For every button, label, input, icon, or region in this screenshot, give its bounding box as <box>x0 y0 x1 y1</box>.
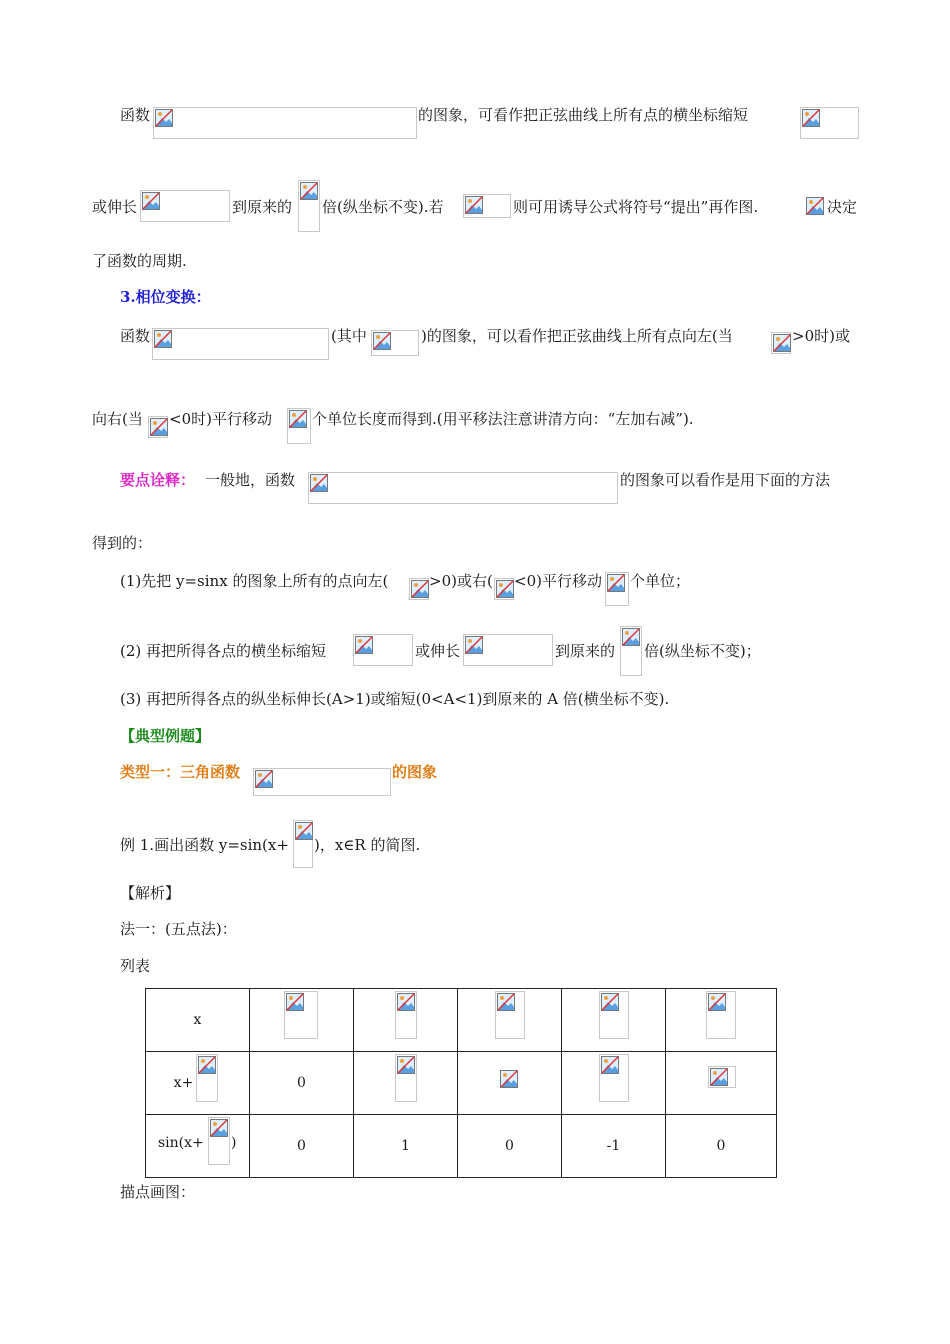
formula-image <box>353 634 413 666</box>
example-1-a: 例 1.画出函数 y=sin(x+ <box>120 836 289 854</box>
broken-image-icon <box>465 196 483 214</box>
para-3-text-c: )的图象，可以看作把正弦曲线上所有点向左(当 <box>421 327 733 345</box>
broken-image-icon <box>500 1070 518 1088</box>
five-point-table <box>145 988 777 1178</box>
formula-image <box>395 1054 417 1102</box>
para-1-line-1b <box>418 104 748 126</box>
formula-image <box>494 578 514 600</box>
broken-image-icon <box>710 1068 728 1086</box>
analysis-label: 【解析】 <box>120 884 181 902</box>
table-cell <box>666 1052 777 1115</box>
para-2-text-e: 决定 <box>827 198 858 216</box>
formula-image <box>599 991 629 1039</box>
step-1-b: >0)或右( <box>429 572 493 590</box>
formula-image <box>495 991 525 1039</box>
table-cell: -1 <box>562 1115 666 1178</box>
broken-image-icon <box>150 418 168 436</box>
para-2-text-f: 了函数的周期. <box>92 252 187 270</box>
formula-image <box>620 626 642 676</box>
step-3: (3) 再把所得各点的纵坐标伸长(A>1)或缩短(0<A<1)到原来的 A 倍(横坐标不变). <box>120 690 670 708</box>
formula-image <box>706 991 736 1039</box>
table-cell <box>250 989 354 1052</box>
formula-image <box>771 332 791 354</box>
table-cell <box>458 989 562 1052</box>
table-cell: 0 <box>666 1115 777 1178</box>
text: 函数 <box>120 106 151 124</box>
broken-image-icon <box>773 334 791 352</box>
examples-header: 【典型例题】 <box>120 727 211 745</box>
note-text-b: 的图象可以看作是用下面的方法 <box>620 471 831 489</box>
row-label-sin: sin(x+ ) <box>146 1115 250 1178</box>
broken-image-icon <box>397 1056 415 1074</box>
para-2-text-d: 则可用诱导公式将符号“提出”再作图. <box>513 198 759 216</box>
broken-image-icon <box>802 109 820 127</box>
formula-image <box>599 1054 629 1102</box>
step-2-a: (2) 再把所得各点的横坐标缩短 <box>120 642 327 660</box>
broken-image-icon <box>465 636 483 654</box>
formula-image <box>196 1054 218 1102</box>
broken-image-icon <box>255 770 273 788</box>
formula-image <box>605 572 629 606</box>
para-2-text-b: 到原来的 <box>232 198 293 216</box>
formula-image <box>409 578 429 600</box>
step-1-a: (1)先把 y=sinx 的图象上所有的点向左( <box>120 572 389 590</box>
broken-image-icon <box>300 182 318 200</box>
table-cell <box>354 989 458 1052</box>
note-text-a: 一般地，函数 <box>205 471 296 489</box>
formula-image <box>463 194 511 218</box>
broken-image-icon <box>806 197 824 215</box>
step-2-b: 或伸长 <box>415 642 461 660</box>
formula-image <box>287 408 311 444</box>
para-3-text-a: 函数 <box>120 327 151 345</box>
table-cell <box>666 989 777 1052</box>
formula-image <box>284 991 318 1039</box>
row-label-x: x <box>146 989 250 1052</box>
table-cell <box>562 1052 666 1115</box>
formula-image <box>800 107 859 139</box>
broken-image-icon <box>289 410 307 428</box>
formula-image <box>298 180 320 232</box>
formula-image <box>293 820 313 868</box>
table-row <box>146 989 777 1052</box>
formula-image <box>208 1117 230 1165</box>
broken-image-icon <box>295 822 313 840</box>
broken-image-icon <box>355 636 373 654</box>
table-row <box>146 1052 777 1115</box>
table-cell: 0 <box>250 1052 354 1115</box>
broken-image-icon <box>373 332 391 350</box>
formula-image <box>395 991 417 1039</box>
broken-image-icon <box>286 993 304 1011</box>
note-label: 要点诠释： <box>120 471 196 489</box>
text: 的图象，可看作把正弦曲线上所有点的横坐标缩短 <box>418 106 749 124</box>
broken-image-icon <box>497 993 515 1011</box>
method-1: 法一：(五点法)： <box>120 920 237 938</box>
table-row <box>146 1115 777 1178</box>
para-3-text-f: <0时)平行移动 <box>169 410 272 428</box>
step-1-d: 个单位； <box>630 572 691 590</box>
formula-image <box>140 190 230 222</box>
para-3-text-d: >0时)或 <box>792 327 850 345</box>
broken-image-icon <box>155 109 173 127</box>
table-cell: 0 <box>250 1115 354 1178</box>
formula-image <box>153 107 417 139</box>
example-1-b: )，x∈R 的简图. <box>314 836 421 854</box>
formula-image <box>708 1066 736 1088</box>
table-cell <box>458 1052 562 1115</box>
table-cell: 0 <box>458 1115 562 1178</box>
formula-image <box>463 634 553 666</box>
para-1-line-1 <box>120 104 150 126</box>
formula-image <box>152 328 329 360</box>
table-cell <box>562 989 666 1052</box>
broken-image-icon <box>397 993 415 1011</box>
broken-image-icon <box>601 993 619 1011</box>
section-title: 3.相位变换： <box>120 288 211 306</box>
para-2-text-c: 倍(纵坐标不变).若 <box>322 198 444 216</box>
para-2-text-a: 或伸长 <box>92 198 138 216</box>
formula-image <box>806 197 826 217</box>
broken-image-icon <box>198 1056 216 1074</box>
formula-image <box>148 416 168 438</box>
row-label-x-plus: x+ <box>146 1052 250 1115</box>
broken-image-icon <box>601 1056 619 1074</box>
step-1-c: <0)平行移动 <box>514 572 602 590</box>
broken-image-icon <box>310 474 328 492</box>
formula-image <box>500 1070 520 1090</box>
broken-image-icon <box>496 580 514 598</box>
plot-label: 描点画图： <box>120 1183 196 1201</box>
formula-image <box>371 330 419 356</box>
broken-image-icon <box>607 574 625 592</box>
para-3-text-g: 个单位长度而得到.(用平移法注意讲清方向：“左加右减”). <box>312 410 694 428</box>
para-3-text-e: 向右(当 <box>92 410 143 428</box>
broken-image-icon <box>411 580 429 598</box>
broken-image-icon <box>708 993 726 1011</box>
formula-image <box>308 472 618 504</box>
formula-image <box>253 768 391 796</box>
broken-image-icon <box>142 192 160 210</box>
step-2-d: 倍(纵坐标不变)； <box>644 642 761 660</box>
note-text-c: 得到的： <box>92 534 153 552</box>
table-cell: 1 <box>354 1115 458 1178</box>
table-cell <box>354 1052 458 1115</box>
type-1-title-b: 的图象 <box>392 763 438 781</box>
broken-image-icon <box>154 330 172 348</box>
step-2-c: 到原来的 <box>555 642 616 660</box>
broken-image-icon <box>210 1119 228 1137</box>
para-3-text-b: (其中 <box>331 327 367 345</box>
type-1-title-a: 类型一：三角函数 <box>120 763 241 781</box>
broken-image-icon <box>622 628 640 646</box>
list-label: 列表 <box>120 957 151 975</box>
